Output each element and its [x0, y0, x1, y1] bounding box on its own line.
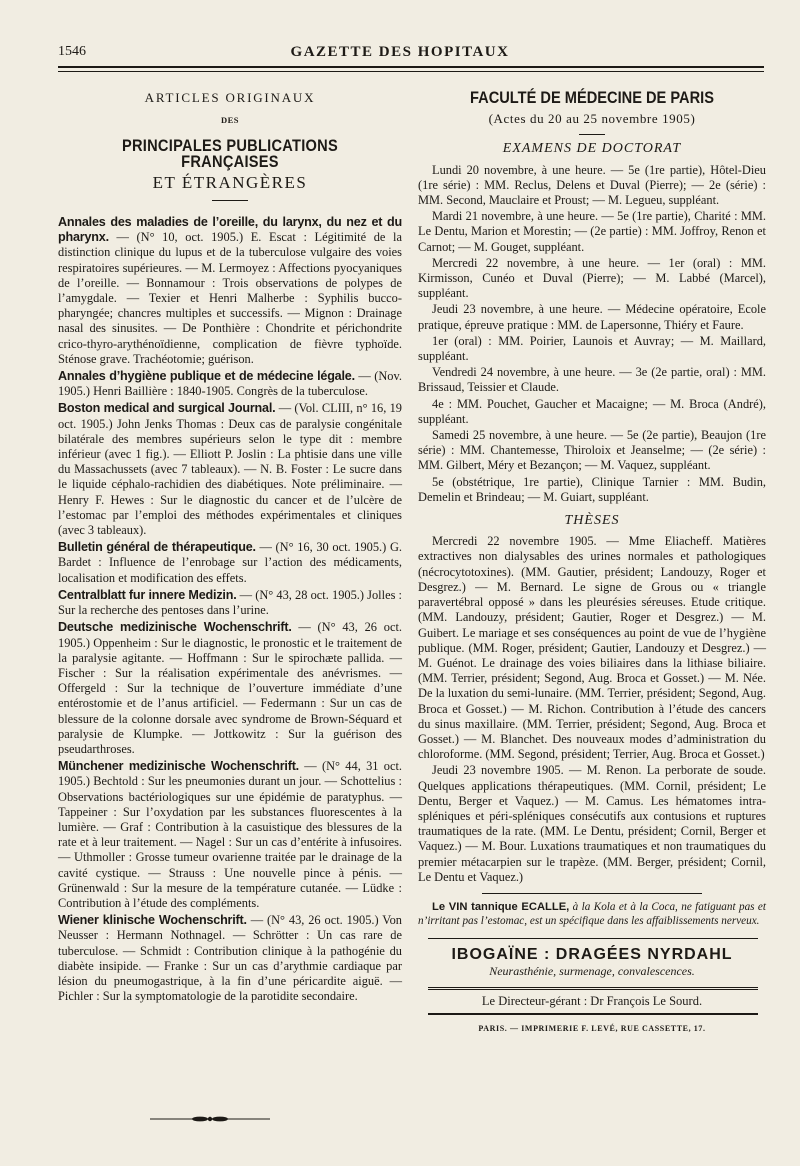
publication-title: Wiener klinische Wochenschrift.	[58, 913, 247, 928]
ornament-icon	[150, 1115, 270, 1123]
publication-title: Münchener medizinische Wochenschrift.	[58, 759, 299, 774]
header-rule-thin	[58, 71, 764, 72]
faculty-divider	[579, 134, 605, 135]
ad-divider	[482, 893, 702, 894]
publication-title: Centralblatt fur innere Medizin.	[58, 587, 237, 602]
vin-text: à la Kola et à la Coca, ne fatiguant pas et n’irritant pas l’estomac, est un spécifique dans les affaiblissements nerveux.	[418, 900, 766, 927]
publication-body: — (N° 44, 31 oct. 1905.) Bechtold : Sur les pneumonies durant un jour. — Schottelius : Observations bactériologiques sur une épidémie de paratyphus. — Tappeiner : Sur l’oxydation par les substances fluorescentes à la lumière. — Graf : Contribution à la casuistique des blessures de la rate et à leur traitement. — Nagel : Sur un cas d’entérite à infusoires. — Uthmoller : Grosse tumeur ovarienne traitée par le drainage de la cavité cystique. — Strauss : Une nouvelle pince à pénis. — Grünenwald : Sur la mesure de la température cutanée. — Lüdke : Contribution à l’étude des compléments.	[58, 759, 403, 910]
publication-body: — (N° 10, oct. 1905.) E. Escat : Légitimité de la distinction clinique du lupus et de la tuberculose vulgaire des voies respiratoires supérieures. — M. Lermoyez : Affections pyocyaniques de l’oreille. — Bonnamour : Trois observations de polypes de l’amygdale. — Texier et Henri Malherbe : Syphilis bucco-pharyngée; chancres multiples et successifs. — Mignon : Drainage nasal des sinusites. — De Ponthière : Chondrite et périchondrite crico-thyro-arythénoïdienne, complication de fièvre typhoïde. Sténose grave. Trachéotomie; guérison.	[58, 230, 402, 366]
section-kicker: ARTICLES ORIGINAUX	[144, 90, 316, 105]
end-ornament	[150, 1115, 270, 1123]
exam-paragraph: 4e : MM. Pouchet, Gaucher et Macaigne; — M. Broca (André), suppléant.	[418, 396, 766, 426]
these-paragraph: Mercredi 22 novembre 1905. — Mme Eliacheff. Matières extractives non dialysables des urines normales et pathologiques (nécrocytotoxines). (MM. Gautier, président; Landouzy, Roger et Desgrez.) — M. Bernard. Le signe de Grous ou « triangle paravertébral opposé » dans les pleurésies séreuses. Etude critique. (MM. Landouzy, président; Gautier, Roger et Desgrez.) — M. Guibert. Le mariage et ses conséquences au point de vue de l’hygiène publique. (MM. Roger, président; Gautier, Landouzy et Desgrez.) — M. Guénot. Le drainage des voies biliaires dans la lithiase biliaire. (MM. Terrier, président; Segond, Aug. Broca et Gosset.) — M. Née. De la luxation du semi-lunaire. (MM. Terrier, président; Segond, Aug. Broca et Gosset.) — M. Richon. Contribution à l’étude des cancers du sinus maxillaire. (MM. Terrier, président; Segond, Aug. Broca et Gosset.) — M. Blanchet. Des nouveaux modes d’administration du chloroforme. (MM. Segond, président; Terrier, Aug. Broca et Gosset.)	[418, 534, 766, 762]
vin-brand: Le VIN tannique ECALLE,	[432, 900, 570, 913]
publication-body: — (Vol. CLIII, n° 16, 19 oct. 1905.) John Jenks Thomas : Deux cas de paralysie congénitale bilatérale des membres supérieurs selon le type dit : membre inférieur (avec 1 fig.). — Elliott P. Joslin : La phtisie dans une ville du Massachussets (avec 7 tableaux). — N. B. Foster : Le sucre dans le liquide céphalo-rachidien des diabétiques. Note préliminaire. — Henry F. Hewes : Sur le diagnostic du cancer et de l’ulcère de l’estomac par l’emploi des méthodes expérimentales et cliniques (avec 3 tableaux).	[58, 401, 402, 538]
directeur-gerant: Le Directeur-gérant : Dr François Le Sourd.	[481, 994, 703, 1009]
these-paragraph: Jeudi 23 novembre 1905. — M. Renon. La perborate de soude. Quelques applications thérapeutiques. (MM. Cornil, président; Le Dentu, Berger et Vaquez.) — M. Camus. Les hématomes intra-spléniques et péri-spléniques consécutifs aux contusions et ruptures traumatiques de la rate. (MM. Le Dentu, président; Cornil, Berger et Vaquez.) — M. Bour. Luxations traumatiques et non traumatiques du premier métacarpien sur le trapèze. (MM. Berger, président; Cornil, Le Dentu et Vaquez.)	[418, 763, 766, 884]
publication-entry	[58, 369, 402, 399]
theses-heading: THÈSES	[564, 513, 620, 529]
header-rule	[58, 66, 764, 68]
section-des: DES	[220, 115, 240, 126]
publication-title: Annales des maladies de l’oreille, du larynx, du nez et du pharynx.	[58, 215, 402, 245]
publication-body: — (Nov. 1905.) Henri Baillière : 1840-1905. Congrès de la tuberculose.	[58, 369, 402, 399]
exam-paragraph: Mardi 21 novembre, à une heure. — 5e (1re partie), Charité : MM. Le Dentu, Marion et Morestin; — (2e partie) : MM. Joffroy, Renon et Carnot; — M. Gouget, suppléant.	[418, 209, 766, 254]
exam-paragraph: 1er (oral) : MM. Poirier, Launois et Auvray; — M. Maillard, suppléant.	[418, 333, 766, 364]
publication-body: — (N° 16, 30 oct. 1905.) G. Bardet : Influence de l’enrobage sur l’action des médicaments, localisation et modification des effets.	[58, 540, 402, 585]
exams-heading: EXAMENS DE DOCTORAT	[502, 141, 682, 157]
ibogaine-subtitle: Neurasthénie, surmenage, convalescences.	[489, 964, 695, 979]
publication-entry	[58, 620, 402, 757]
footer-double-rule	[428, 987, 758, 990]
section-title: PRINCIPALES PUBLICATIONS FRANÇAISES	[121, 136, 339, 171]
exam-paragraph: Mercredi 22 novembre, à une heure. — 1er (oral) : MM. Kirmisson, Cunéo et Duval (Pierre); — M. Labbé (Marcel), suppléant.	[418, 255, 766, 301]
exam-paragraph: Jeudi 23 novembre, à une heure. — Médecine opératoire, Ecole pratique, épreuve pratique : MM. de Lapersonne, Thiéry et Faure.	[418, 302, 766, 332]
footer-rule	[428, 1013, 758, 1015]
ad-rule	[428, 938, 758, 939]
exam-paragraph: Vendredi 24 novembre, à une heure. — 3e (2e partie, oral) : MM. Brissaud, Teissier et Claude.	[418, 365, 766, 395]
publication-body: — (N° 43, 28 oct. 1905.) Jolles : Sur la recherche des pentoses dans l’urine.	[58, 587, 402, 618]
publication-entry	[58, 215, 402, 367]
faculty-title: FACULTÉ DE MÉDECINE DE PARIS	[470, 88, 714, 107]
publication-entry	[58, 401, 402, 538]
imprimerie-line: PARIS. — IMPRIMERIE F. LEVÉ, RUE CASSETTE, 17.	[478, 1023, 706, 1033]
running-head: GAZETTE DES HOPITAUX	[290, 44, 510, 60]
ibogaine-title: IBOGAÏNE : DRAGÉES NYRDAHL	[451, 945, 733, 963]
exam-paragraph: Lundi 20 novembre, à une heure. — 5e (1re partie), Hôtel-Dieu (1re série) : MM. Reclus, Delens et Duval (Pierre); — 2e (série) : MM. Second, Mauclaire et Proust; — M. Legueu, suppléant.	[418, 162, 766, 208]
page-number: 1546	[58, 44, 86, 59]
publication-title: Deutsche medizinische Wochenschrift.	[58, 620, 292, 635]
left-column	[58, 88, 402, 1006]
publication-title: Boston medical and surgical Journal.	[58, 401, 276, 416]
publication-entry	[58, 913, 402, 1004]
vin-advert	[418, 900, 766, 928]
publication-body: — (N° 43, 26 oct. 1905.) Oppenheim : Sur le diagnostic, le pronostic et le traitement de la paralysie agitante. — Hoffmann : Sur le spirochæte pallida. — Fischer : Sur la réalisation expérimentale des anévrismes. — Offergeld : Sur la technique de l’ouverture immédiate d’une entérostomie et de l’anus artificiel. — Federmann : Sur un cas de blessure de la colonne dorsale avec syndrome de Brown-Séquard et paralysie de Klumpke. — Jottkowitz : Sur la guérison des pseudarthroses.	[58, 620, 402, 756]
exam-paragraph: Samedi 25 novembre, à une heure. — 5e (2e partie), Beaujon (1re série) : MM. Chantemesse, Thiroloix et Jeanselme; — (2e série) : MM. Gilbert, Méry et Bezançon; — M. Vaquez, suppléant.	[418, 428, 766, 473]
faculty-subtitle: (Actes du 20 au 25 novembre 1905)	[488, 111, 696, 127]
section-divider	[212, 200, 248, 201]
publication-title: Bulletin général de thérapeutique.	[58, 540, 256, 555]
publication-entry	[58, 759, 402, 911]
publication-entry	[58, 588, 402, 618]
ibogaine-advert	[418, 947, 766, 979]
publication-title: Annales d’hygiène publique et de médecine légale.	[58, 369, 355, 384]
right-column	[418, 88, 766, 1036]
publication-body: — (N° 43, 26 oct. 1905.) Von Neusser : Hermann Nothnagel. — Schrötter : Un cas rare de tuberculose. — Schmidt : Contribution clinique à la pathogénie du diabète insipide. — Franke : Sur un cas d’arythmie cardiaque par lésion du pneumogastrique, à la fin d’une péricardite aiguë. — Pichler : Sur la symptomatologie de la parotidite secondaire.	[58, 913, 402, 1004]
exam-paragraph: 5e (obstétrique, 1re partie), Clinique Tarnier : MM. Budin, Demelin et Brindeau; — M. Guiart, suppléant.	[418, 474, 766, 504]
publication-entry	[58, 540, 402, 586]
section-title-line2: ET ÉTRANGÈRES	[152, 172, 308, 192]
